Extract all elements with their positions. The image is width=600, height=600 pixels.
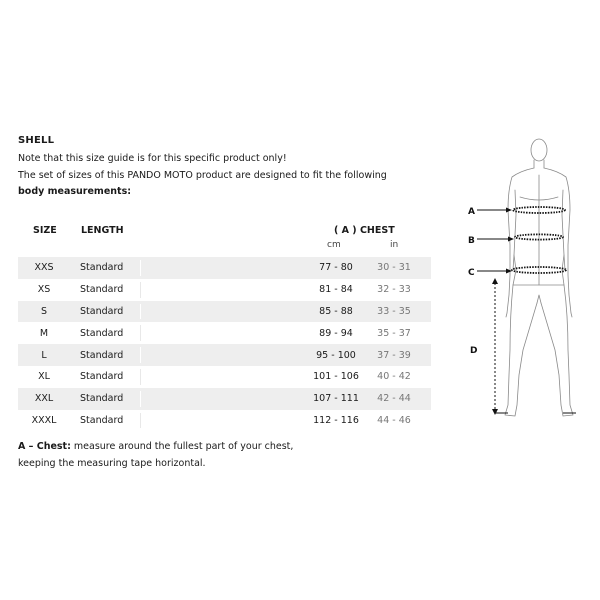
- note-line-3: body measurements:: [18, 186, 132, 197]
- table-row: [18, 279, 431, 301]
- cell-chest-cm: 107 - 111: [313, 393, 359, 405]
- row-separator: [140, 369, 141, 385]
- arrow-d-bottom-icon: [492, 409, 498, 415]
- header-size: SIZE: [33, 225, 57, 236]
- body-outline-icon: [505, 139, 573, 416]
- row-separator: [140, 282, 141, 298]
- cell-size: XXS: [34, 262, 54, 274]
- row-separator: [140, 325, 141, 341]
- footer-line-2: keeping the measuring tape horizontal.: [18, 458, 206, 469]
- cell-size: XS: [37, 284, 51, 296]
- cell-chest-cm: 101 - 106: [313, 371, 359, 383]
- cell-length: Standard: [80, 371, 124, 383]
- note-line-2: The set of sizes of this PANDO MOTO product are designed to fit the following: [18, 170, 387, 181]
- cell-length: Standard: [80, 414, 124, 426]
- label-c: C: [468, 268, 475, 278]
- header-length: LENGTH: [81, 225, 124, 236]
- label-d: D: [470, 346, 478, 356]
- size-table: [18, 257, 431, 431]
- arrow-a-head-icon: [506, 208, 512, 213]
- guide-title: SHELL: [18, 135, 55, 146]
- arrow-d-top-icon: [492, 278, 498, 284]
- label-a: A: [468, 207, 475, 217]
- table-row: [18, 410, 431, 432]
- table-row: [18, 388, 431, 410]
- cell-length: Standard: [80, 349, 124, 361]
- cell-length: Standard: [80, 305, 124, 317]
- body-figure: [460, 135, 590, 430]
- table-row: [18, 301, 431, 323]
- cell-size: XL: [38, 371, 50, 383]
- cell-length: Standard: [80, 393, 124, 405]
- cell-size: L: [41, 349, 47, 361]
- row-separator: [140, 391, 141, 407]
- cell-size: XXXL: [31, 414, 57, 426]
- cell-chest-cm: 85 - 88: [319, 305, 353, 317]
- cell-chest-in: 33 - 35: [377, 305, 411, 317]
- cell-chest-cm: 112 - 116: [313, 414, 359, 426]
- row-separator: [140, 304, 141, 320]
- cell-chest-cm: 77 - 80: [319, 262, 353, 274]
- footer-line-1: [18, 440, 293, 453]
- header-chest: ( A ) CHEST: [334, 225, 395, 236]
- cell-size: XXL: [34, 393, 54, 405]
- table-row: [18, 322, 431, 344]
- arrow-c-head-icon: [506, 269, 512, 274]
- cell-length: Standard: [80, 284, 124, 296]
- cell-chest-in: 37 - 39: [377, 349, 411, 361]
- cell-length: Standard: [80, 327, 124, 339]
- cell-size: S: [40, 305, 48, 317]
- cell-chest-in: 32 - 33: [377, 284, 411, 296]
- note-line-1: Note that this size guide is for this specific product only!: [18, 153, 287, 164]
- cell-chest-in: 30 - 31: [377, 262, 411, 274]
- cell-chest-in: 40 - 42: [377, 371, 411, 383]
- cell-chest-cm: 89 - 94: [319, 327, 353, 339]
- label-b: B: [468, 236, 475, 246]
- cell-chest-in: 35 - 37: [377, 327, 411, 339]
- table-row: [18, 366, 431, 388]
- cell-length: Standard: [80, 262, 124, 274]
- cell-chest-in: 44 - 46: [377, 414, 411, 426]
- cell-size: M: [39, 327, 49, 339]
- header-cm: cm: [327, 240, 341, 250]
- footer-text-1: measure around the fullest part of your chest,: [70, 441, 294, 452]
- row-separator: [140, 413, 141, 429]
- arrow-b-head-icon: [508, 237, 514, 242]
- row-separator: [140, 260, 141, 276]
- row-separator: [140, 347, 141, 363]
- cell-chest-cm: 81 - 84: [319, 284, 353, 296]
- table-row: [18, 344, 431, 366]
- cell-chest-cm: 95 - 100: [316, 349, 356, 361]
- cell-chest-in: 42 - 44: [377, 393, 411, 405]
- table-row: [18, 257, 431, 279]
- footer-label: A – Chest:: [18, 441, 71, 452]
- header-in: in: [390, 240, 399, 250]
